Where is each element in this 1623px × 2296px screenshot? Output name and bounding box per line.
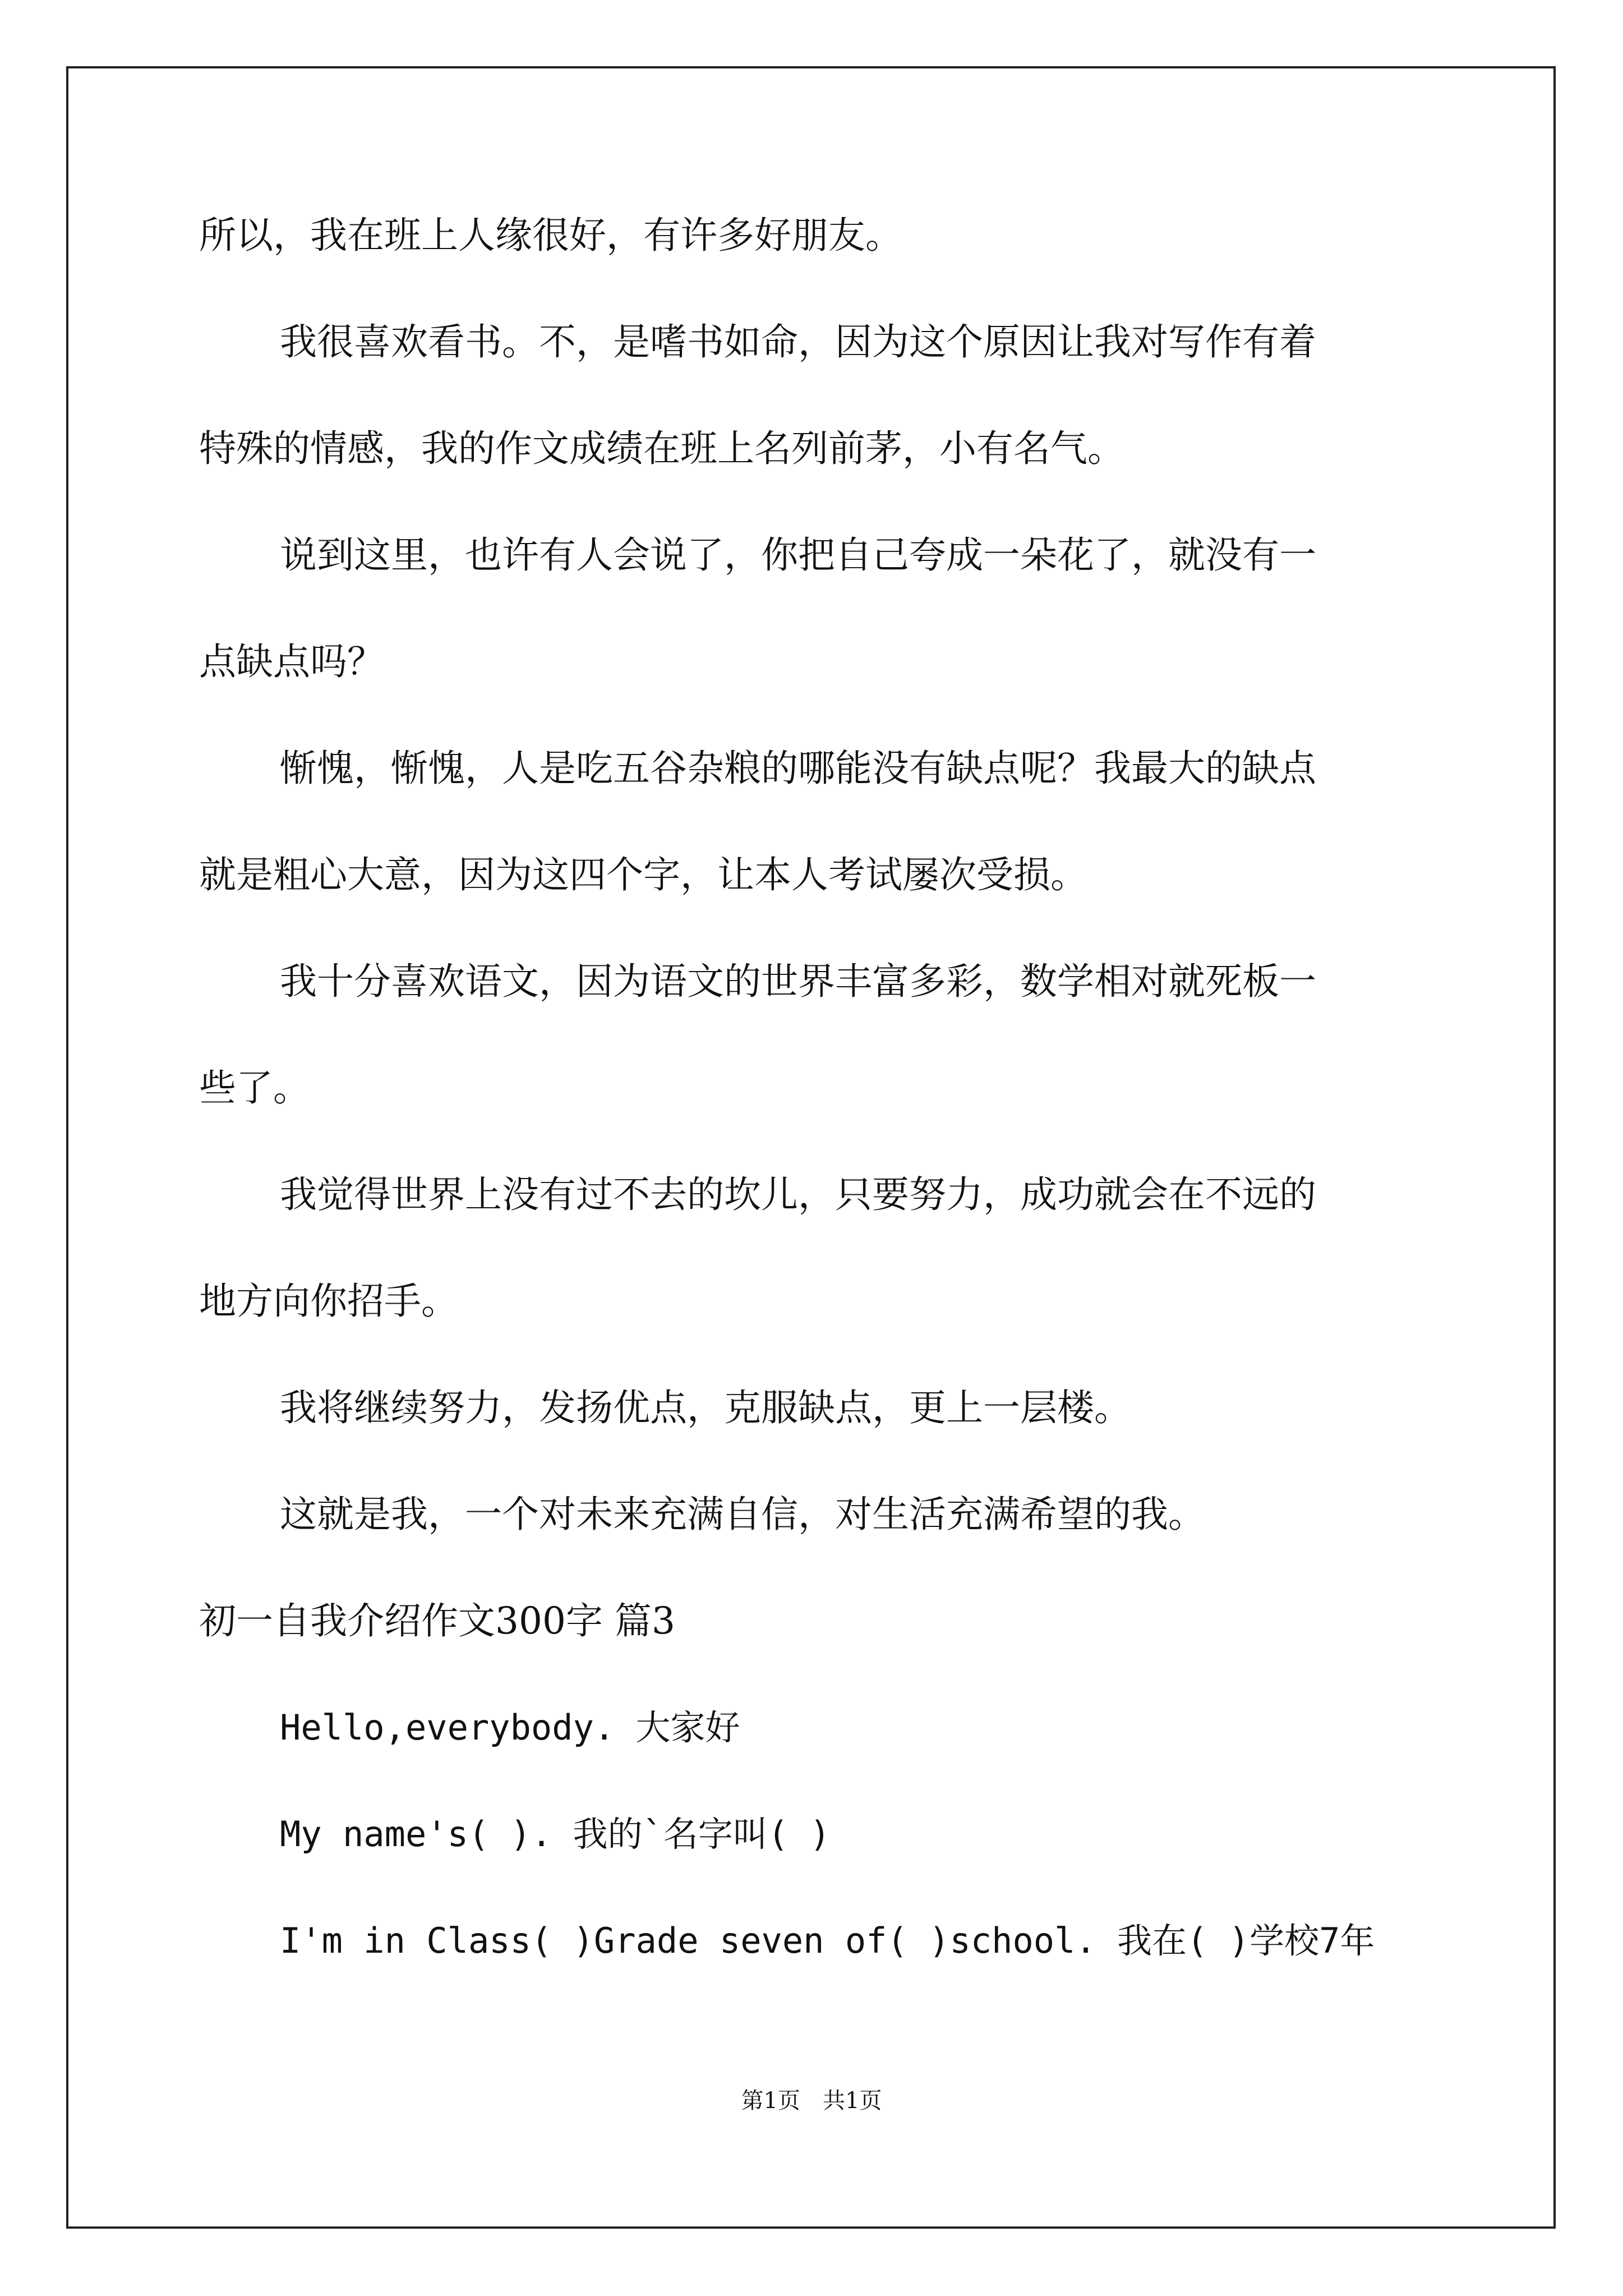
paragraph-line: 说到这里，也许有人会说了，你把自己夸成一朵花了，就没有一 bbox=[280, 533, 1316, 577]
paragraph-line: 点缺点吗？ bbox=[199, 640, 384, 683]
paragraph-line: 我将继续努力，发扬优点，克服缺点，更上一层楼。 bbox=[280, 1386, 1131, 1429]
paragraph-line: 惭愧，惭愧，人是吃五谷杂粮的哪能没有缺点呢？我最大的缺点 bbox=[280, 747, 1316, 790]
paragraph-line: I'm in Class( )Grade seven of( )school. 我在( )学校7年 bbox=[280, 1920, 1375, 1961]
paragraph-line: 特殊的情感，我的作文成绩在班上名列前茅，小有名气。 bbox=[199, 427, 1124, 470]
paragraph-line: 我很喜欢看书。不，是嗜书如命，因为这个原因让我对写作有着 bbox=[280, 320, 1316, 364]
paragraph-line: 就是粗心大意，因为这四个字，让本人考试屡次受损。 bbox=[199, 853, 1087, 896]
paragraph-line: 我十分喜欢语文，因为语文的世界丰富多彩，数学相对就死板一 bbox=[280, 960, 1316, 1003]
page-border bbox=[66, 66, 1556, 2229]
paragraph-line: 些了。 bbox=[199, 1066, 310, 1110]
paragraph-line: 我觉得世界上没有过不去的坎儿，只要努力，成功就会在不远的 bbox=[280, 1173, 1316, 1216]
paragraph-line: Hello,everybody. 大家好 bbox=[280, 1707, 740, 1748]
paragraph-line: 地方向你招手。 bbox=[199, 1280, 458, 1323]
paragraph-line: 这就是我，一个对未来充满自信，对生活充满希望的我。 bbox=[280, 1493, 1205, 1536]
section-heading: 初一自我介绍作文300字 篇3 bbox=[199, 1599, 675, 1642]
paragraph-line: My name's( ). 我的`名字叫( ) bbox=[280, 1814, 831, 1855]
page-indicator: 第1页 共1页 bbox=[741, 2088, 882, 2114]
paragraph-line: 所以，我在班上人缘很好，有许多好朋友。 bbox=[199, 214, 902, 257]
